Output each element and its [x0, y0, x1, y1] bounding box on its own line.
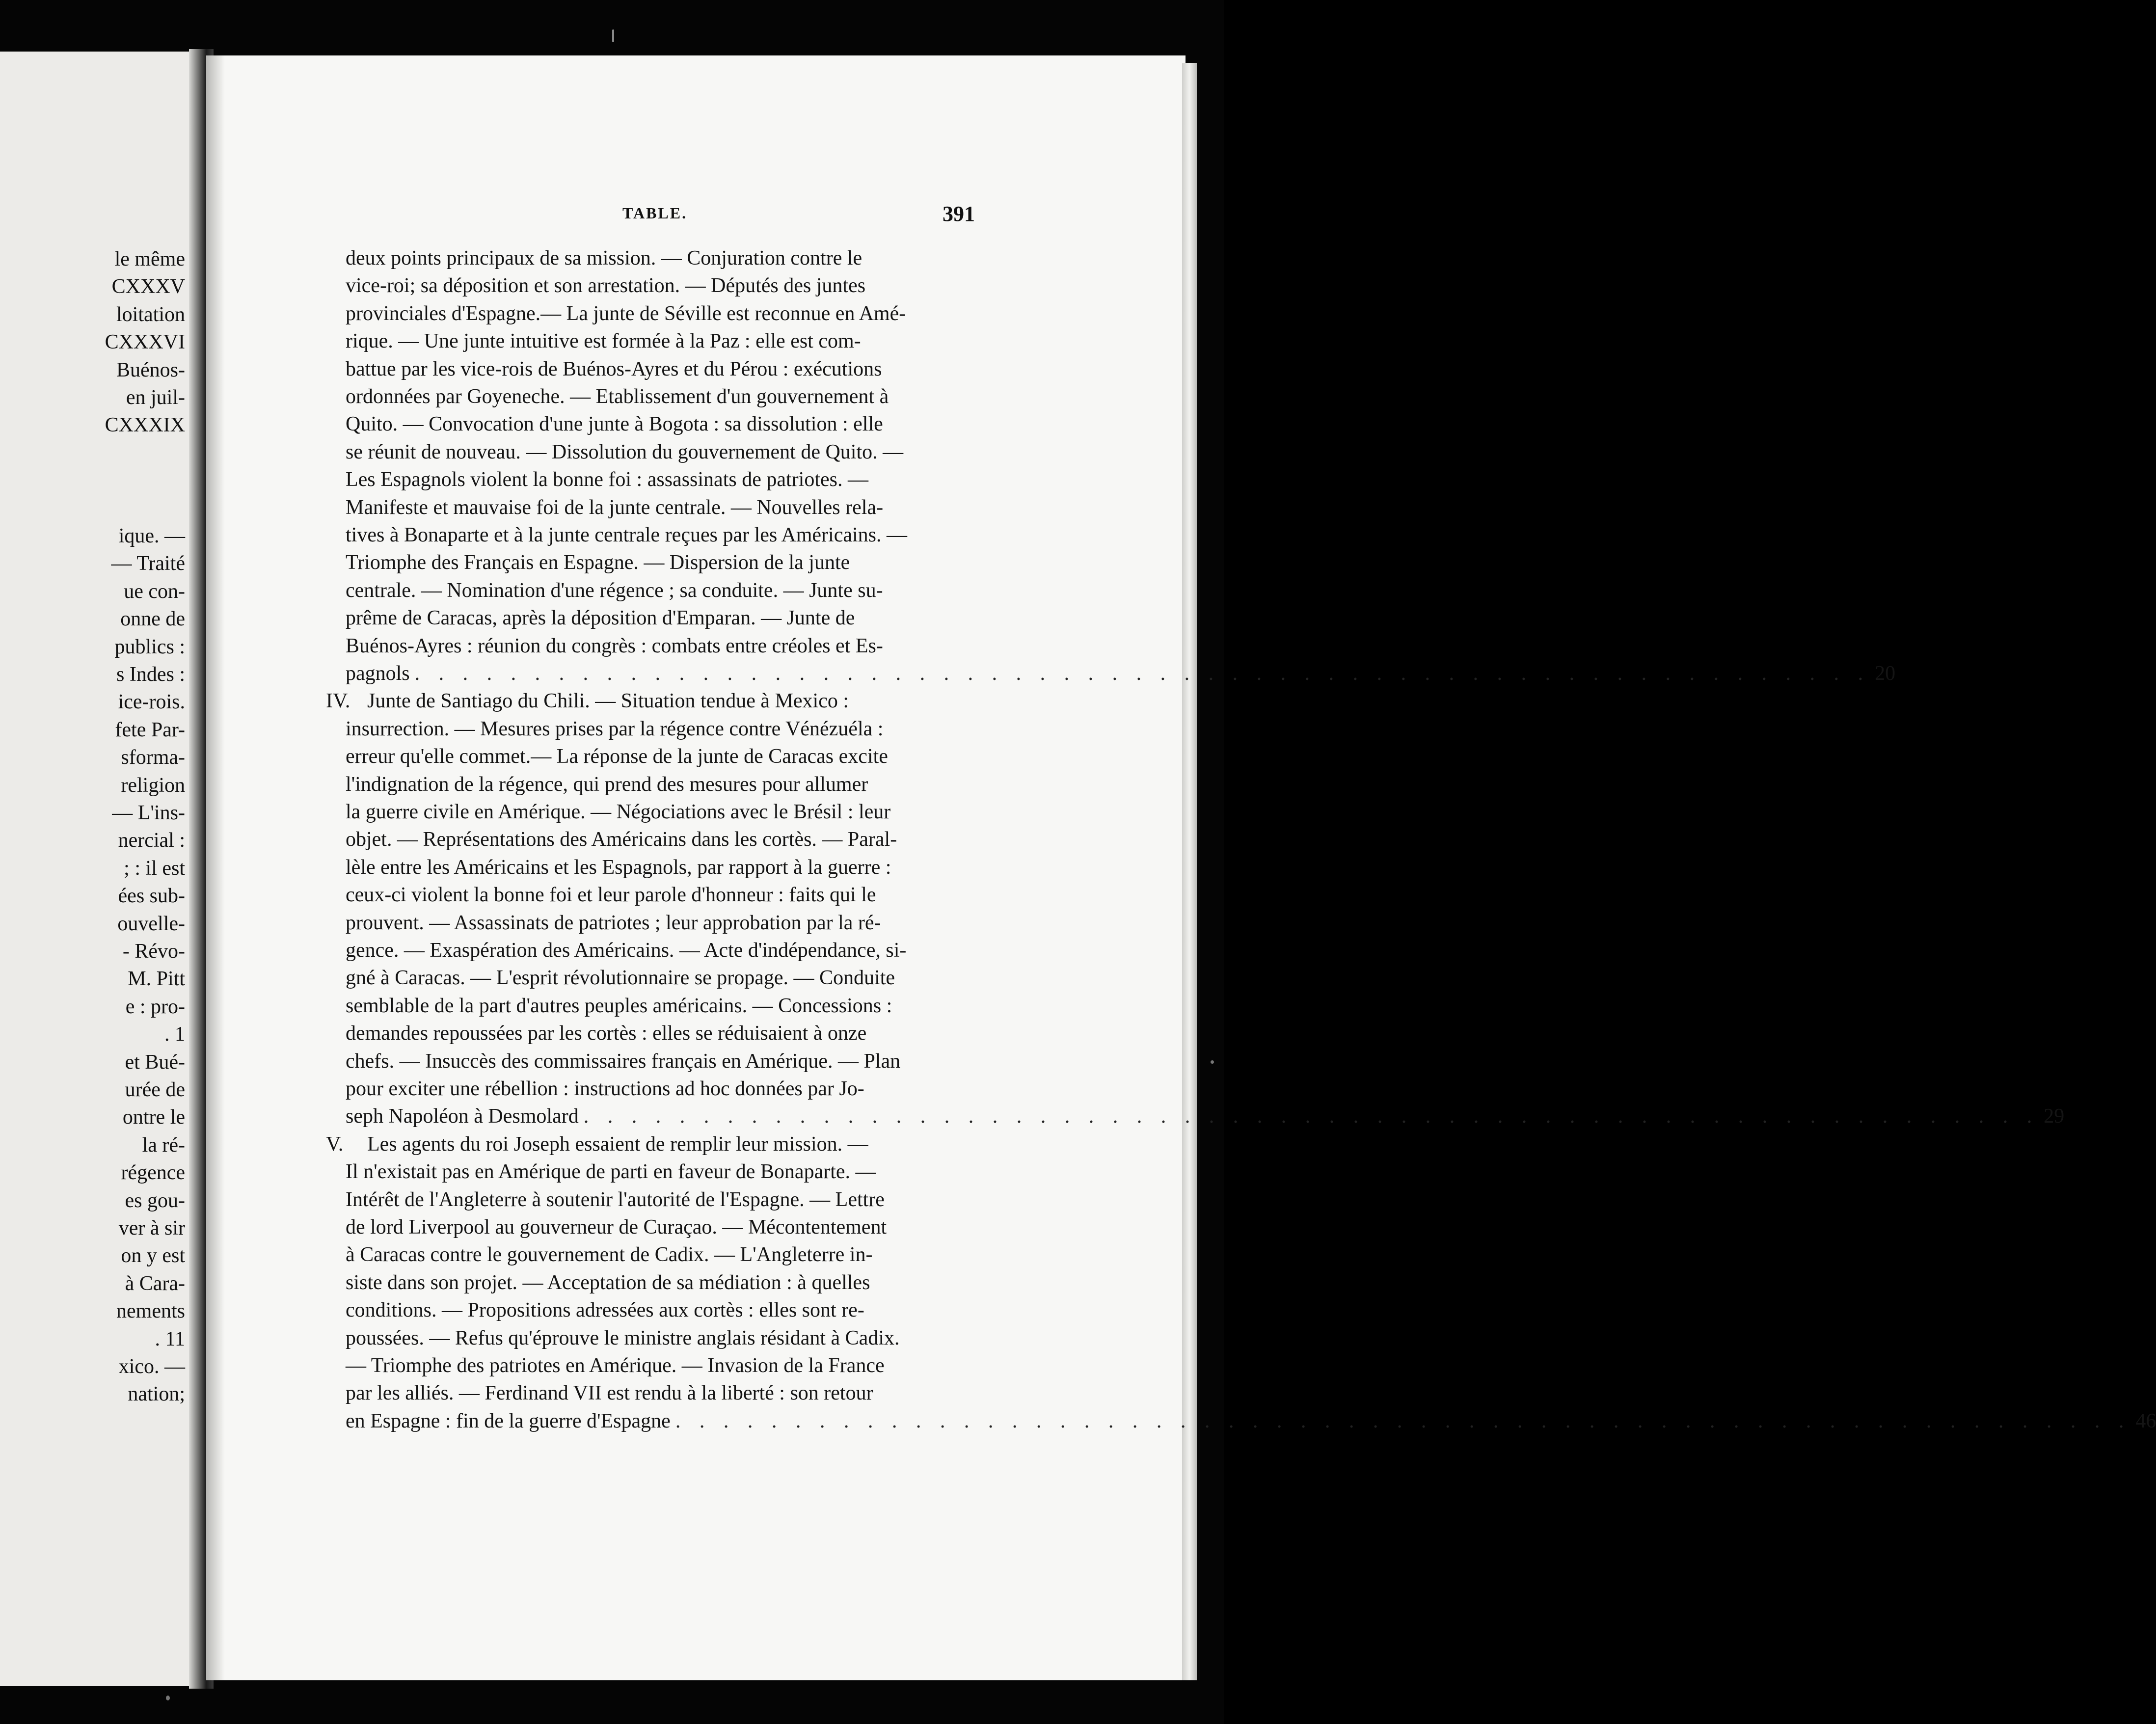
toc-line-text: Junte de Santiago du Chili. — Situation tendue à Mexico :	[367, 690, 849, 713]
dot-leader: . . . . . . . . . . . . . . . . . . . . . . . . . . . . . . . . . . . . . . . . . . . . . . . . . . . . . . . . . . . . .	[414, 662, 1870, 685]
toc-line-text: Manifeste et mauvaise foi de la junte centrale. — Nouvelles rela-	[346, 496, 884, 519]
toc-line-text: poussées. — Refus qu'éprouve le ministre anglais résidant à Cadix.	[346, 1326, 900, 1349]
left-page-line: onne de	[120, 608, 185, 631]
toc-page-ref: 46	[2135, 1409, 2156, 1432]
toc-line	[346, 937, 984, 964]
toc-line-text: Il n'existait pas en Amérique de parti en faveur de Bonaparte. —	[346, 1160, 876, 1184]
left-page-line: es gou-	[125, 1189, 185, 1212]
toc-line	[346, 771, 984, 798]
toc-line	[346, 604, 984, 632]
left-page-line: CXXXVI	[105, 331, 185, 354]
scan-speck	[166, 1696, 170, 1700]
running-head: TABLE.	[622, 204, 688, 222]
toc-line-text: erreur qu'elle commet.— La réponse de la junte de Caracas excite	[346, 745, 888, 768]
toc-line-text: insurrection. — Mesures prises par la régence contre Vénézuéla :	[346, 717, 884, 740]
toc-line	[346, 327, 984, 355]
toc-line-text: de lord Liverpool au gouverneur de Curaçao. — Mécontentement	[346, 1216, 887, 1239]
left-page-line: M. Pitt	[128, 968, 185, 991]
left-page-line: ique. —	[118, 525, 185, 547]
toc-page-ref: 20	[1875, 662, 1896, 685]
left-page-line: Buénos-	[116, 358, 185, 381]
toc-line-text: pour exciter une rébellion : instructions ad hoc données par Jo-	[346, 1078, 864, 1100]
toc-line	[346, 1213, 984, 1241]
left-page-line: ; : il est	[124, 857, 185, 880]
toc-line	[346, 1158, 984, 1185]
toc-line	[346, 355, 984, 383]
dot-leader: . . . . . . . . . . . . . . . . . . . . . . . . . . . . . . . . . . . . . . . . . . . . . . . . . . . . . . . . . . . . .	[675, 1409, 2131, 1432]
toc-line	[346, 1048, 984, 1075]
page-edge	[1182, 63, 1197, 1680]
toc-line	[346, 826, 984, 853]
toc-line-text: en Espagne : fin de la guerre d'Espagne	[346, 1409, 671, 1432]
toc-line	[346, 1075, 984, 1103]
left-page-line: e : pro-	[125, 995, 185, 1018]
toc-line	[346, 1324, 984, 1352]
left-page-line: loitation	[116, 303, 185, 326]
left-page-line: — L'ins-	[112, 802, 185, 824]
dot-leader: . . . . . . . . . . . . . . . . . . . . . . . . . . . . . . . . . . . . . . . . . . . . . . . . . . . . . . . . . . . . .	[583, 1105, 2039, 1128]
toc-line-text: se réunit de nouveau. — Dissolution du gouvernement de Quito. —	[346, 440, 904, 463]
toc-line-text: seph Napoléon à Desmolard	[346, 1105, 579, 1128]
toc-line-text: objet. — Représentations des Américains dans les cortès. — Paral-	[346, 828, 897, 851]
toc-line-text: conditions. — Propositions adressées aux cortès : elles sont re-	[346, 1299, 864, 1322]
toc-line	[346, 549, 984, 576]
toc-line-text: prême de Caracas, après la déposition d'Emparan. — Junte de	[346, 607, 855, 630]
left-page-line: ver à sir	[118, 1217, 185, 1239]
toc-line-text: semblable de la part d'autres peuples américains. — Concessions :	[346, 994, 892, 1017]
left-facing-page	[0, 52, 194, 1686]
toc-line-text: pagnols	[346, 662, 410, 685]
toc-line-text: Buénos-Ayres : réunion du congrès : combats entre créoles et Es-	[346, 634, 883, 657]
toc-line-text: Quito. — Convocation d'une junte à Bogota : sa dissolution : elle	[346, 413, 883, 436]
toc-line-text: gné à Caracas. — L'esprit révolutionnaire se propage. — Conduite	[346, 967, 895, 990]
toc-line	[346, 1352, 984, 1379]
left-page-line: à Cara-	[125, 1272, 185, 1295]
toc-line-text: lèle entre les Américains et les Espagnols, par rapport à la guerre :	[346, 856, 891, 879]
toc-line-text: centrale. — Nomination d'une régence ; sa conduite. — Junte su-	[346, 579, 883, 602]
toc-line	[346, 632, 984, 660]
toc-line-with-page	[346, 660, 1896, 687]
toc-line	[346, 743, 984, 770]
toc-line-text: rique. — Une junte intuitive est formée à la Paz : elle est com-	[346, 330, 861, 353]
toc-line	[346, 715, 984, 743]
toc-line	[346, 964, 984, 992]
left-page-line: - Révo-	[122, 940, 185, 963]
toc-line-text: battue par les vice-rois de Buénos-Ayres et du Pérou : exécutions	[346, 357, 882, 380]
toc-line	[346, 383, 984, 410]
left-page-line: régence	[121, 1161, 185, 1185]
toc-line-text: Triomphe des Français en Espagne. — Dispersion de la junte	[346, 551, 850, 574]
toc-line-text: chefs. — Insuccès des commissaires français en Amérique. — Plan	[346, 1050, 901, 1073]
toc-line-text: l'indignation de la régence, qui prend des mesures pour allumer	[346, 773, 868, 796]
left-page-line: ue con-	[124, 580, 185, 603]
toc-line	[346, 992, 984, 1020]
left-page-line: ontre le	[122, 1106, 185, 1129]
page-number: 391	[943, 202, 975, 226]
left-page-line: . 11	[155, 1327, 185, 1350]
toc-line-text: vice-roi; sa déposition et son arrestation. — Députés des juntes	[346, 274, 866, 297]
toc-line	[346, 1379, 984, 1407]
left-page-line: s Indes :	[116, 663, 185, 686]
left-page-line: ouvelle-	[117, 912, 185, 935]
toc-line	[346, 881, 984, 909]
left-page-line: et Bué-	[125, 1051, 185, 1074]
left-page-line: ice-rois.	[118, 691, 185, 714]
left-page-line: CXXXV	[111, 275, 185, 298]
toc-line-text: par les alliés. — Ferdinand VII est rendu à la liberté : son retour	[346, 1382, 873, 1405]
toc-page-ref: 29	[2044, 1105, 2065, 1128]
toc-line	[346, 1269, 984, 1296]
left-page-line: nercial :	[118, 829, 185, 852]
page-shadow	[206, 55, 225, 1680]
toc-line	[346, 1241, 984, 1268]
toc-line-text: — Triomphe des patriotes en Amérique. — Invasion de la France	[346, 1354, 885, 1377]
left-page-line: nation;	[128, 1383, 185, 1406]
toc-line	[346, 577, 984, 604]
toc-line	[346, 854, 984, 881]
toc-line-with-page	[346, 1103, 2065, 1130]
toc-line	[346, 438, 984, 466]
left-page-line: CXXXIX	[105, 414, 185, 437]
left-page-line: publics :	[114, 635, 185, 658]
toc-line	[346, 410, 984, 438]
toc-line	[346, 466, 984, 493]
left-page-line: fete Par-	[115, 718, 185, 741]
left-page-line: sforma-	[121, 746, 185, 769]
scan-speck	[612, 29, 614, 42]
scan-speck	[1211, 1060, 1214, 1064]
toc-line-text: provinciales d'Espagne.— La junte de Séville est reconnue en Amé-	[346, 302, 906, 325]
toc-line-text: Les Espagnols violent la bonne foi : assassinats de patriotes. —	[346, 468, 868, 491]
toc-line-text: prouvent. — Assassinats de patriotes ; leur approbation par la ré-	[346, 911, 881, 934]
toc-line	[367, 1131, 984, 1158]
toc-line	[346, 272, 984, 299]
toc-line	[346, 300, 984, 327]
left-page-line: en juil-	[126, 386, 185, 409]
toc-line	[346, 1296, 984, 1324]
chapter-numeral: IV.	[326, 690, 350, 713]
toc-line-text: demandes repoussées par les cortès : elles se réduisaient à onze	[346, 1022, 867, 1045]
left-page-line: religion	[121, 774, 185, 797]
left-page-line: le même	[114, 248, 185, 270]
toc-line	[346, 1020, 984, 1047]
left-page-line: xico. —	[118, 1355, 185, 1378]
toc-line	[346, 521, 984, 549]
toc-line-with-page	[346, 1407, 2156, 1435]
toc-line	[346, 798, 984, 826]
toc-line	[346, 909, 984, 937]
toc-line-text: gence. — Exaspération des Américains. — Acte d'indépendance, si-	[346, 939, 907, 962]
toc-line-text: Les agents du roi Joseph essaient de remplir leur mission. —	[367, 1132, 868, 1156]
toc-line-text: la guerre civile en Amérique. — Négociations avec le Brésil : leur	[346, 801, 891, 823]
toc-line-text: à Caracas contre le gouvernement de Cadix. — L'Angleterre in-	[346, 1243, 873, 1266]
toc-line	[346, 1186, 984, 1213]
toc-line	[346, 244, 984, 272]
toc-line-text: Intérêt de l'Angleterre à soutenir l'autorité de l'Espagne. — Lettre	[346, 1188, 885, 1211]
left-page-line: on y est	[121, 1244, 185, 1267]
left-page-line: — Traité	[111, 552, 185, 575]
left-page-line: urée de	[125, 1078, 185, 1101]
toc-line-text: deux points principaux de sa mission. — Conjuration contre le	[346, 247, 862, 269]
chapter-numeral: V.	[326, 1132, 344, 1156]
toc-line-text: ordonnées par Goyeneche. — Etablissement d'un gouvernement à	[346, 385, 889, 408]
left-page-line: la ré-	[142, 1133, 185, 1157]
toc-line-text: siste dans son projet. — Acceptation de sa médiation : à quelles	[346, 1271, 870, 1294]
toc-line	[346, 494, 984, 521]
left-page-line: ées sub-	[118, 885, 185, 908]
toc-line-text: ceux-ci violent la bonne foi et leur parole d'honneur : faits qui le	[346, 884, 876, 907]
toc-line	[367, 687, 984, 715]
toc-line-text: tives à Bonaparte et à la junte centrale reçues par les Américains. —	[346, 524, 908, 546]
left-page-line: nements	[116, 1300, 185, 1323]
left-page-line: . 1	[164, 1023, 185, 1046]
